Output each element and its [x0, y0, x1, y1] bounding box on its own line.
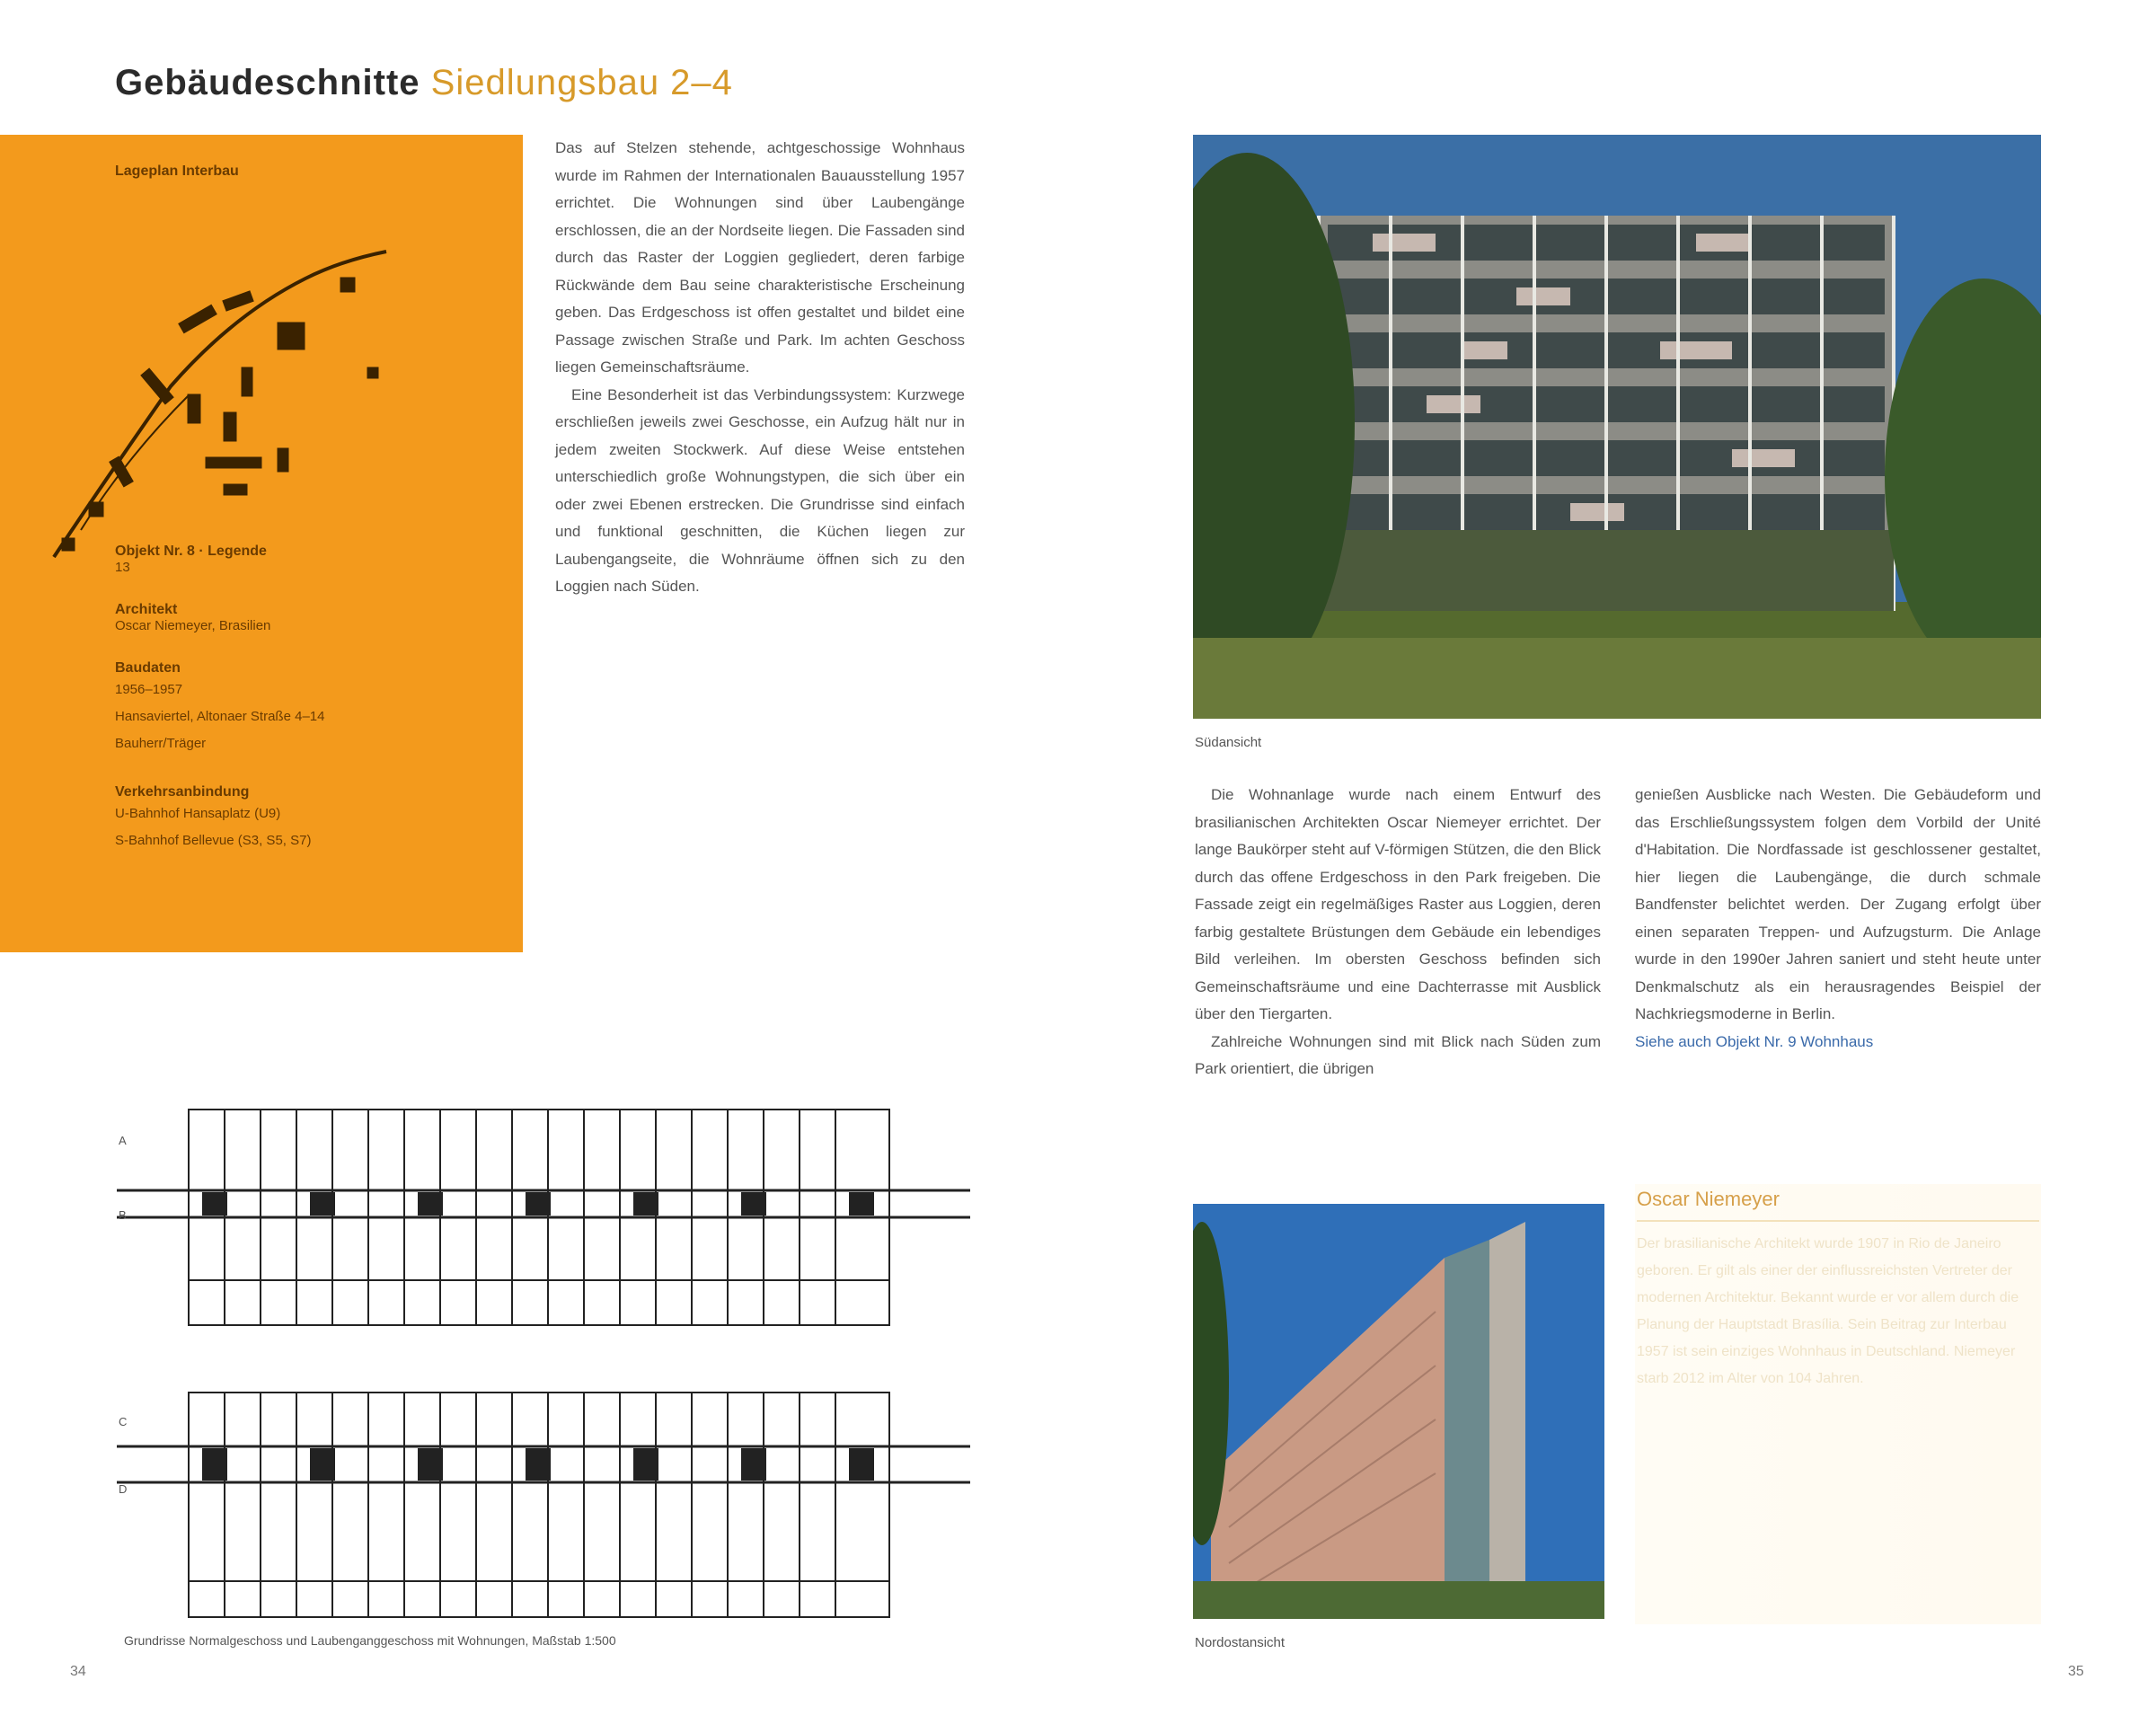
- cross-reference-link[interactable]: Siehe auch Objekt Nr. 9 Wohnhaus: [1635, 1032, 1874, 1050]
- title-main: Gebäudeschnitte: [115, 63, 420, 102]
- floor-plan-lower: [117, 1384, 970, 1626]
- plan-label: D: [119, 1482, 128, 1496]
- sidebar-info-heading: Baudaten: [115, 660, 181, 676]
- sidebar-info-heading: Objekt Nr. 8 · Legende: [115, 544, 267, 559]
- paragraph: Das auf Stelzen stehende, achtgeschossige Wohnhaus wurde im Rahmen der Internationalen Bauausstellung 1957 errichtet. Die Wohnungen sind über Laubengänge erschlossen, die an der Nordseite liegen. Die Fassaden sind durch das Raster der Loggien gegliedert, deren farbige Rückwände dem Bau seine charakteristische Erscheinung geben. Das Erdgeschoss ist offen gestaltet und bildet eine Passage zwischen Straße und Park. Im achten Geschoss liegen Gemeinschaftsräume.: [555, 139, 965, 376]
- floor-plan-upper: [117, 1092, 970, 1361]
- sidebar-info-heading: Verkehrsanbindung: [115, 784, 250, 800]
- sidebar-info-text: U-Bahnhof Hansaplatz (U9) S-Bahnhof Bellevue (S3, S5, S7): [115, 806, 312, 848]
- page-number-right: 35: [2068, 1664, 2084, 1679]
- paragraph: Eine Besonderheit ist das Verbindungssystem: Kurzwege erschließen jeweils zwei Geschosse, ein Aufzug hält nur in jedem zweiten Stockwerk. Auf diese Weise entstehen unterschiedlich große Wohnungstypen, die sich über ein oder zwei Ebenen erstrecken. Die Grundrisse sind einfach und funktional geschnitten, die Küchen liegen zur Laubengangseite, die Wohnräume öffnen sich zu den Loggien nach Süden.: [555, 385, 965, 595]
- plan-label: C: [119, 1415, 128, 1428]
- right-text-column-1: [1195, 782, 1601, 1083]
- site-plan-map: [45, 189, 476, 566]
- site-plan-label: Lageplan Interbau: [115, 164, 239, 179]
- info-box-title: Oscar Niemeyer: [1637, 1188, 1780, 1210]
- sidebar-info-block: [115, 660, 492, 757]
- sidebar-info-block: [115, 784, 492, 854]
- left-text-column: [555, 135, 965, 601]
- secondary-building-photo: [1193, 1204, 1604, 1619]
- plan-label: A: [119, 1134, 127, 1147]
- page-title: [115, 63, 733, 103]
- plan-label: B: [119, 1208, 127, 1222]
- sidebar-info-heading: Architekt: [115, 602, 178, 617]
- info-box-text: Der brasilianische Architekt wurde 1907 in Rio de Janeiro geboren. Er gilt als einer der einflussreichsten Vertreter der modernen Architektur. Bekannt wurde er vor allem durch die Planung der Hauptstadt Brasília. Sein Beitrag zur Interbau 1957 ist sein einziges Wohnhaus in Deutschland. Niemeyer starb 2012 im Alter von 104 Jahren.: [1637, 1236, 2019, 1386]
- secondary-photo-caption: Nordostansicht: [1195, 1635, 1286, 1650]
- sidebar-info-text: Oscar Niemeyer, Brasilien: [115, 618, 271, 633]
- paragraph: Die Wohnanlage wurde nach einem Entwurf des brasilianischen Architekten Oscar Niemeyer errichtet. Der lange Baukörper steht auf V-förmigen Stützen, die den Blick durch das offene Erdgeschoss in den Park freigeben. Die Fassade zeigt ein regelmäßiges Raster aus Loggien, deren farbig gestaltete Brüstungen dem Gebäude ein lebendiges Bild verleihen. Im obersten Geschoss befinden sich Gemeinschaftsräume und eine Dachterrasse mit Ausblick über den Tiergarten.: [1195, 786, 1601, 1022]
- sidebar-info-block: [115, 602, 492, 633]
- page-number-left: 34: [70, 1664, 86, 1679]
- paragraph: Zahlreiche Wohnungen sind mit Blick nach Süden zum Park orientiert, die übrigen: [1195, 1032, 1601, 1077]
- sidebar-info-text: 1956–1957 Hansaviertel, Altonaer Straße 4–14 Bauherr/Träger: [115, 682, 325, 751]
- info-box-divider: [1637, 1220, 2039, 1222]
- floor-plan-caption: Grundrisse Normalgeschoss und Laubenganggeschoss mit Wohnungen, Maßstab 1:500: [124, 1633, 616, 1648]
- sidebar-info-block: [115, 544, 492, 575]
- orange-info-panel: [0, 135, 523, 952]
- sidebar-info-text: 13: [115, 560, 130, 575]
- architect-info-box: [1635, 1184, 2041, 1624]
- paragraph: genießen Ausblicke nach Westen. Die Gebäudeform und das Erschließungssystem folgen dem Vorbild der Unité d'Habitation. Die Nordfassade ist geschlossener gestaltet, hier liegen die Laubengänge, die durch schmale Bandfenster belichtet werden. Der Zugang erfolgt über einen separaten Treppen- und Aufzugsturm. Die Anlage wurde in den 1990er Jahren saniert und steht heute unter Denkmalschutz als ein herausragendes Beispiel der Nachkriegsmoderne in Berlin.: [1635, 786, 2041, 1022]
- title-sub: Siedlungsbau 2–4: [430, 63, 733, 102]
- main-building-photo: [1193, 135, 2041, 719]
- sidebar-info-list: [115, 544, 492, 854]
- right-text-column-2: [1635, 782, 2041, 1056]
- main-photo-caption: Südansicht: [1195, 735, 1262, 750]
